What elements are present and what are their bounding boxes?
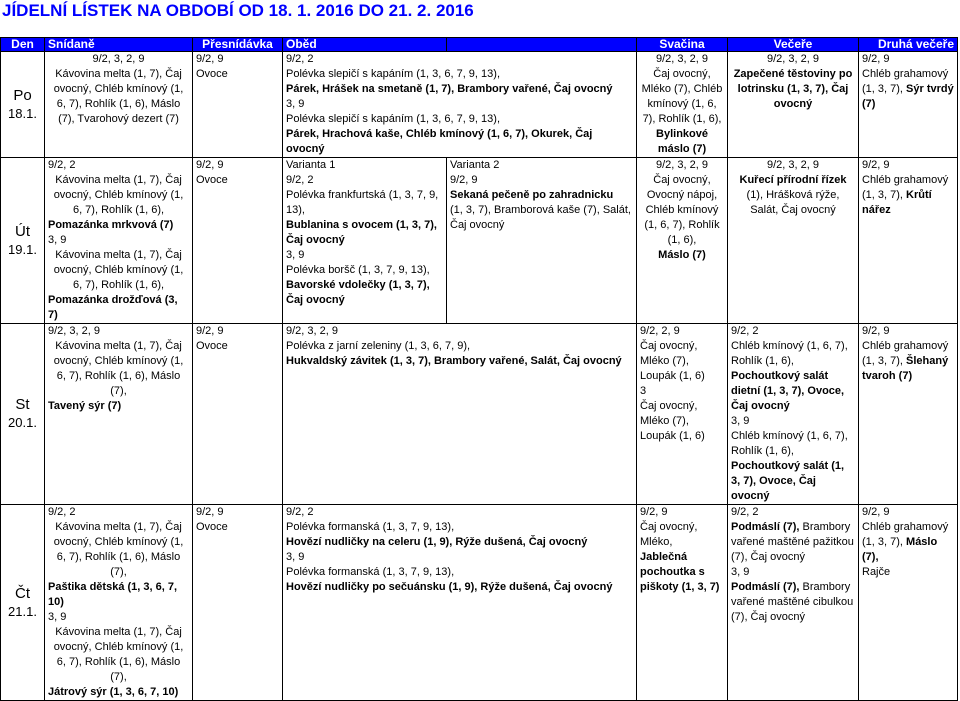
allergen-code: 9/2, 9 xyxy=(862,506,890,518)
allergen-code: 9/2, 9 xyxy=(862,325,890,337)
meal-highlight: Bylinkové máslo (7) xyxy=(656,128,708,155)
allergen-code: 9/2, 2 xyxy=(48,159,76,171)
meal-text: Ovoce xyxy=(196,521,228,533)
allergen-code: 3, 9 xyxy=(731,415,750,427)
allergen-code: 9/2, 2 xyxy=(286,53,314,65)
allergen-code: 3, 9 xyxy=(48,611,67,623)
main-dish-text: Párek, Hrášek na smetaně (1, 7), Brambory vařené, Čaj ovocný xyxy=(286,83,613,95)
allergen-code: 9/2, 2 xyxy=(731,506,759,518)
snidane-cell xyxy=(45,505,193,701)
day-row xyxy=(1,505,958,701)
meal-text: Kávovina melta (1, 7), Čaj ovocný, Chléb kmínový (1, 6, 7), Rohlík (1, 6), xyxy=(53,174,184,216)
variant-label: Varianta 1 xyxy=(286,159,336,171)
allergen-code: 9/2, 2 xyxy=(286,174,314,186)
meal-text: Chléb kmínový (1, 6, 7), Rohlík (1, 6), xyxy=(731,430,848,457)
meal-highlight: Pomazánka mrkvová (7) xyxy=(48,219,174,231)
allergen-code: 9/2, 9 xyxy=(862,53,890,65)
meal-highlight: Pomazánka drožďová (3, 7) xyxy=(48,294,178,321)
obed-variant-2-cell xyxy=(447,158,637,324)
meal-text: Kávovina melta (1, 7), Čaj ovocný, Chléb kmínový (1, 6, 7), Rohlík (1, 6), Máslo (7), xyxy=(53,626,184,683)
allergen-code: 9/2, 9 xyxy=(196,506,224,518)
meal-highlight: Šlehaný tvaroh (7) xyxy=(862,355,949,382)
meal-text: Ovoce xyxy=(196,340,228,352)
meal-highlight: Játrový sýr (1, 3, 6, 7, 10) xyxy=(48,686,179,698)
header-svacina: Svačina xyxy=(637,38,728,52)
meal-highlight: Máslo (7) xyxy=(658,249,706,261)
soup-text: Polévka frankfurtská (1, 3, 7, 9, 13), xyxy=(286,189,439,216)
snidane-cell xyxy=(45,52,193,158)
meal-highlight: Kuřecí přírodní řízek xyxy=(739,174,847,186)
meal-text: Rajče xyxy=(862,566,891,578)
meal-text: Čaj ovocný, Mléko, xyxy=(640,521,698,548)
allergen-code: 3, 9 xyxy=(286,551,305,563)
allergen-code: 9/2, 9 xyxy=(640,506,668,518)
meal-text: Chléb grahamový (1, 3, 7), xyxy=(862,521,949,548)
meal-highlight: Podmáslí (7), xyxy=(731,581,800,593)
meal-highlight: Pochoutkový salát (1, 3, 7), Ovoce, Čaj ovocný xyxy=(731,460,845,502)
allergen-code: 3, 9 xyxy=(731,566,750,578)
day-cell xyxy=(1,158,45,324)
snidane-cell xyxy=(45,324,193,505)
main-dish-text: Bavorské vdolečky (1, 3, 7), Čaj ovocný xyxy=(286,279,430,306)
main-dish-text: Hovězí nudličky po sečuánsku (1, 9), Rýže dušená, Čaj ovocný xyxy=(286,581,613,593)
allergen-code: 9/2, 9 xyxy=(862,159,890,171)
svacina-cell xyxy=(637,52,728,158)
day-date: 20.1. xyxy=(8,415,37,430)
allergen-code: 9/2, 2, 9 xyxy=(640,325,680,337)
header-den: Den xyxy=(1,38,45,52)
meal-text: Kávovina melta (1, 7), Čaj ovocný, Chléb kmínový (1, 6, 7), Rohlík (1, 6), Máslo (7), xyxy=(53,340,184,397)
day-row xyxy=(1,324,958,505)
allergen-code: 9/2, 3, 2, 9 xyxy=(656,53,708,65)
soup-text: Polévka formanská (1, 3, 7, 9, 13), xyxy=(286,521,455,533)
meal-text: Čaj ovocný, Mléko (7), Chléb kmínový (1, 6, 7), Rohlík (1, 6), xyxy=(641,68,723,125)
meal-text: Chléb grahamový (1, 3, 7), xyxy=(862,68,949,95)
svacina-cell xyxy=(637,158,728,324)
meal-text: Chléb grahamový (1, 3, 7), xyxy=(862,340,949,367)
allergen-code: 3, 9 xyxy=(48,234,67,246)
meal-text: Kávovina melta (1, 7), Čaj ovocný, Chléb kmínový (1, 6, 7), Rohlík (1, 6), Máslo (7), Tvarohový dezert (7) xyxy=(53,68,184,125)
allergen-code: 9/2, 3, 2, 9 xyxy=(92,53,145,65)
obed-variant-1-cell xyxy=(283,158,447,324)
main-dish-text: Párek, Hrachová kaše, Chléb kmínový (1, 6, 7), Okurek, Čaj ovocný xyxy=(286,128,593,155)
meal-highlight: Podmáslí (7), xyxy=(731,521,800,533)
meal-text: Chléb grahamový (1, 3, 7), xyxy=(862,174,949,201)
meal-highlight: Tavený sýr (7) xyxy=(48,400,122,412)
allergen-code: 9/2, 2 xyxy=(286,506,314,518)
prisnidavka-cell xyxy=(193,324,283,505)
variant-label: Varianta 2 xyxy=(450,159,500,171)
meal-text: Čaj ovocný, Mléko (7), Loupák (1, 6) xyxy=(640,400,705,442)
soup-text: Polévka slepičí s kapáním (1, 3, 6, 7, 9, 13), xyxy=(286,68,500,80)
allergen-code: 9/2, 9 xyxy=(196,325,224,337)
meal-highlight: Máslo (7), xyxy=(862,536,938,563)
day-row xyxy=(1,52,958,158)
day-name: St xyxy=(15,396,30,413)
svacina-cell xyxy=(637,324,728,505)
vecere-cell xyxy=(728,52,859,158)
day-cell xyxy=(1,505,45,701)
day-cell xyxy=(1,52,45,158)
day-date: 19.1. xyxy=(8,241,37,257)
allergen-code: 3, 9 xyxy=(286,98,305,110)
soup-text: Polévka slepičí s kapáním (1, 3, 6, 7, 9, 13), xyxy=(286,113,500,125)
allergen-code: 3 xyxy=(640,385,647,397)
meal-text: Zapečené těstoviny po lotrinsku (1, 3, 7), Čaj ovocný xyxy=(733,68,853,110)
header-snidane: Snídaně xyxy=(45,38,193,52)
allergen-code: 9/2, 2 xyxy=(731,325,759,337)
allergen-code: 9/2, 3, 2, 9 xyxy=(48,325,100,337)
meal-text: (1, 3, 7), Bramborová kaše (7), Salát, Čaj ovocný xyxy=(450,204,631,231)
main-dish-text: Bublanina s ovocem (1, 3, 7), Čaj ovocný xyxy=(286,219,437,246)
allergen-code: 9/2, 3, 2, 9 xyxy=(656,159,708,171)
vecere-cell xyxy=(728,324,859,505)
allergen-code: 9/2, 2 xyxy=(48,506,76,518)
day-name: Po xyxy=(13,86,32,104)
main-dish-text: Hovězí nudličky na celeru (1, 9), Rýže dušená, Čaj ovocný xyxy=(286,536,588,548)
svacina-cell xyxy=(637,505,728,701)
allergen-code: 9/2, 9 xyxy=(196,159,224,171)
header-druha-vecere: Druhá večeře xyxy=(859,38,958,52)
druha-vecere-cell xyxy=(859,505,958,701)
meal-highlight: Sýr tvrdý (7) xyxy=(862,83,954,110)
soup-text: Polévka boršč (1, 3, 7, 9, 13), xyxy=(286,264,430,276)
meal-highlight: Krůtí nářez xyxy=(862,189,932,216)
meal-highlight: Paštika dětská (1, 3, 6, 7, 10) xyxy=(48,581,178,608)
druha-vecere-cell xyxy=(859,52,958,158)
allergen-code: 9/2, 3, 2, 9 xyxy=(286,325,338,337)
day-date: 21.1. xyxy=(8,603,37,619)
meal-text: Brambory vařené maštěné cibulkou (7), Čaj ovocný xyxy=(731,581,854,623)
header-row xyxy=(1,38,958,52)
druha-vecere-cell xyxy=(859,324,958,505)
main-dish-text: Sekaná pečeně po zahradnicku xyxy=(450,189,614,201)
meal-highlight: Jablečná pochoutka s piškoty (1, 3, 7) xyxy=(640,551,720,593)
allergen-code: 3, 9 xyxy=(286,249,305,261)
allergen-code: 9/2, 9 xyxy=(450,174,478,186)
header-obed: Oběd xyxy=(283,38,447,52)
soup-text: Polévka z jarní zeleniny (1, 3, 6, 7, 9), xyxy=(286,340,471,352)
meal-text: Čaj ovocný, Mléko (7), Loupák (1, 6) xyxy=(640,340,705,382)
day-name: Út xyxy=(15,222,30,240)
prisnidavka-cell xyxy=(193,158,283,324)
meal-text: Kávovina melta (1, 7), Čaj ovocný, Chléb kmínový (1, 6, 7), Rohlík (1, 6), Máslo (7), xyxy=(53,521,184,578)
meal-text: (1), Hrášková rýže, Salát, Čaj ovocný xyxy=(746,189,840,216)
soup-text: Polévka formanská (1, 3, 7, 9, 13), xyxy=(286,566,455,578)
allergen-code: 9/2, 3, 2, 9 xyxy=(767,53,819,65)
meal-highlight: Pochoutkový salát dietní (1, 3, 7), Ovoce, Čaj ovocný xyxy=(731,370,845,412)
druha-vecere-cell xyxy=(859,158,958,324)
allergen-code: 9/2, 3, 2, 9 xyxy=(767,159,819,171)
prisnidavka-cell xyxy=(193,505,283,701)
meal-text: Brambory vařené maštěné pažitkou (7), Čaj ovocný xyxy=(731,521,854,563)
obed-cell xyxy=(283,505,637,701)
day-name: Čt xyxy=(15,584,30,602)
day-cell xyxy=(1,324,45,505)
vecere-cell xyxy=(728,158,859,324)
obed-cell xyxy=(283,324,637,505)
vecere-cell xyxy=(728,505,859,701)
obed-cell xyxy=(283,52,637,158)
meal-text: Čaj ovocný, Ovocný nápoj, Chléb kmínový (1, 6, 7), Rohlík (1, 6), xyxy=(644,174,720,246)
meal-text: Ovoce xyxy=(196,68,228,80)
meal-text: Ovoce xyxy=(196,174,228,186)
header-vecere: Večeře xyxy=(728,38,859,52)
allergen-code: 9/2, 9 xyxy=(196,53,224,65)
day-row xyxy=(1,158,958,324)
menu-table xyxy=(0,37,958,701)
meal-text: Kávovina melta (1, 7), Čaj ovocný, Chléb kmínový (1, 6, 7), Rohlík (1, 6), xyxy=(53,249,184,291)
meal-text: Chléb kmínový (1, 6, 7), Rohlík (1, 6), xyxy=(731,340,848,367)
prisnidavka-cell xyxy=(193,52,283,158)
snidane-cell xyxy=(45,158,193,324)
main-dish-text: Hukvaldský závitek (1, 3, 7), Brambory vařené, Salát, Čaj ovocný xyxy=(286,355,622,367)
day-date: 18.1. xyxy=(8,105,37,121)
page-title: JÍDELNÍ LÍSTEK NA OBDOBÍ OD 18. 1. 2016 DO 21. 2. 2016 xyxy=(2,1,474,20)
header-prisnidavka: Přesnídávka xyxy=(193,38,283,52)
